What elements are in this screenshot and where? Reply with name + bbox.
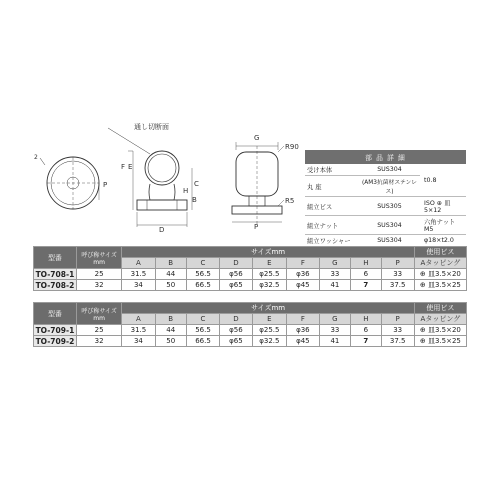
value-cell: 50 [155,336,186,347]
section-label: 通し切断面 [134,123,169,131]
part-name: 受け本体 [305,164,359,176]
value-cell: 33 [319,325,350,336]
header-nominal: 呼び称サイズmm [76,303,121,325]
value-cell: 44 [155,269,186,280]
part-material: SUS305 [359,197,420,216]
value-cell: φ65 [220,280,253,291]
header-model: 型番 [34,303,77,325]
value-cell: 33 [381,325,414,336]
dim-R5: R5 [285,197,295,205]
col-A: A [122,258,155,269]
parts-row [305,197,466,216]
value-cell: φ32.5 [252,336,286,347]
screw-cell: ⊕ 皿3.5×25 [414,336,466,347]
table-row [34,269,467,280]
nominal-cell: 25 [76,325,121,336]
col-E: E [252,258,286,269]
col-E: E [252,314,286,325]
dim-G: G [254,134,260,142]
part-note: ISO ⊕ 皿5×12 [420,197,466,216]
col-P: P [381,314,414,325]
screw-cell: ⊕ 皿3.5×25 [414,280,466,291]
parts-row [305,216,466,235]
col-H: H [351,314,381,325]
col-H: H [351,258,381,269]
value-cell: 41 [319,336,350,347]
header-model: 型番 [34,247,77,269]
col-C: C [186,314,219,325]
header-screw: 使用ビス [414,247,466,258]
value-cell: 34 [122,336,155,347]
dim-D: D [159,226,165,234]
value-cell: 56.5 [186,269,219,280]
value-cell: φ56 [220,269,253,280]
col-F: F [287,258,320,269]
header-size: サイズmm [122,303,414,314]
dim-P-front: P [103,181,108,189]
table-row [34,336,467,347]
parts-row [305,164,466,176]
model-cell: TO-709-1 [34,325,77,336]
parts-row [305,235,466,247]
part-name: 丸 座 [305,176,359,197]
part-material: SUS304 [359,164,420,176]
model-cell: TO-708-1 [34,269,77,280]
value-cell: 6 [351,325,381,336]
col-C: C [186,258,219,269]
col-B: B [155,258,186,269]
table-row [34,325,467,336]
holder-ring [145,151,179,185]
spec-table-709 [33,302,467,347]
col-tapping: Aタッピング [414,258,466,269]
value-cell: φ45 [287,280,320,291]
value-cell: 44 [155,325,186,336]
angle-mark: 2 [34,154,38,161]
model-cell: TO-709-2 [34,336,77,347]
part-material: SUS304 [359,216,420,235]
value-cell: 66.5 [186,336,219,347]
nominal-cell: 32 [76,336,121,347]
dim-B: B [192,196,197,204]
value-cell: 37.5 [381,280,414,291]
part-material: SUS304 [359,235,420,247]
value-cell: 31.5 [122,325,155,336]
dim-C: C [194,180,199,188]
part-note: t0.8 [420,164,466,197]
col-A: A [122,314,155,325]
part-note: φ18×t2.0 [420,235,466,247]
value-cell: φ56 [220,325,253,336]
dim-E: E [128,163,133,171]
parts-detail-table [305,150,466,247]
value-cell: φ25.5 [252,269,286,280]
header-size: サイズmm [122,247,414,258]
value-cell: 33 [319,269,350,280]
value-cell: 41 [319,280,350,291]
value-cell: 37.5 [381,336,414,347]
header-nominal: 呼び称サイズmm [76,247,121,269]
col-B: B [155,314,186,325]
value-cell: φ25.5 [252,325,286,336]
value-cell: φ65 [220,336,253,347]
screw-cell: ⊕ 皿3.5×20 [414,269,466,280]
parts-title: 部 品 詳 細 [305,150,466,164]
value-cell: 7 [351,280,381,291]
value-cell: 6 [351,269,381,280]
col-G: G [319,258,350,269]
holder-base [137,200,187,210]
value-cell: 33 [381,269,414,280]
value-cell: 34 [122,280,155,291]
col-D: D [220,258,253,269]
col-F: F [287,314,320,325]
part-name: 組立ワッシャー [305,235,359,247]
part-material: (AM3抗菌材ステンレス) [359,176,420,197]
col-D: D [220,314,253,325]
value-cell: 31.5 [122,269,155,280]
nominal-cell: 25 [76,269,121,280]
part-name: 組立ビス [305,197,359,216]
col-tapping: Aタッピング [414,314,466,325]
dim-H: H [183,187,189,195]
value-cell: 56.5 [186,325,219,336]
part-note: 六角ナットM5 [420,216,466,235]
value-cell: 7 [351,336,381,347]
value-cell: 66.5 [186,280,219,291]
nominal-cell: 32 [76,280,121,291]
dim-P-side: P [254,223,259,231]
value-cell: φ36 [287,325,320,336]
value-cell: 50 [155,280,186,291]
value-cell: φ32.5 [252,280,286,291]
spec-table-708 [33,246,467,291]
dim-R90: R90 [285,143,299,151]
part-name: 組立ナット [305,216,359,235]
dim-F: F [121,163,126,171]
screw-cell: ⊕ 皿3.5×20 [414,325,466,336]
value-cell: φ36 [287,269,320,280]
header-screw: 使用ビス [414,303,466,314]
col-P: P [381,258,414,269]
model-cell: TO-708-2 [34,280,77,291]
value-cell: φ45 [287,336,320,347]
col-G: G [319,314,350,325]
table-row [34,280,467,291]
